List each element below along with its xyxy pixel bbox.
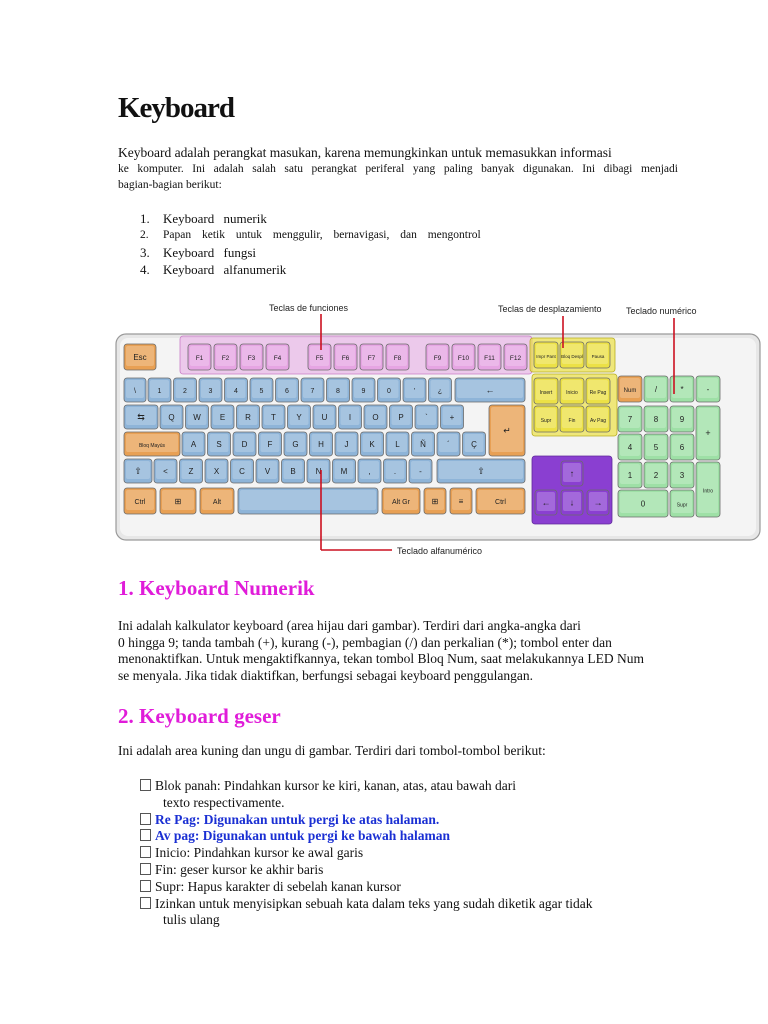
list-text-continued: tulis ulang — [163, 912, 220, 928]
key-label: - — [706, 385, 710, 394]
key-label: Alt Gr — [392, 499, 410, 506]
key-label: R — [245, 413, 251, 422]
key-label: 2 — [183, 388, 187, 395]
label-teclas-desplazamiento: Teclas de desplazamiento — [498, 304, 602, 314]
key-label: G — [292, 440, 299, 449]
key-label: Ctrl — [134, 499, 146, 506]
key-label: E — [219, 413, 226, 422]
key-label: ≡ — [458, 497, 464, 506]
key-label: ¿ — [437, 388, 443, 395]
key-label: C — [239, 467, 245, 476]
list-text: Supr: Hapus karakter di sebelah kanan kursor — [155, 878, 401, 894]
page-title: Keyboard — [118, 92, 235, 124]
key-label: F5 — [315, 355, 324, 362]
checkbox-bullet-icon — [140, 829, 151, 841]
key-label: Insert — [539, 390, 553, 396]
key-label: 3 — [208, 388, 213, 395]
key-label: 1 — [627, 471, 633, 480]
key-highlight — [240, 490, 376, 510]
section2-intro: Ini adalah area kuning dan ungu di gambar. Terdiri dari tombol-tombol berikut: — [118, 743, 546, 758]
list-text: Re Pag: Digunakan untuk pergi ke atas halaman. — [155, 811, 440, 827]
key-label: + — [705, 428, 711, 438]
keyboard-diagram — [112, 298, 764, 560]
key-label: F7 — [367, 355, 376, 362]
paragraph-line: Ini adalah kalkulator keyboard (area hijau dari gambar). Terdiri dari angka-angka dari — [118, 618, 581, 633]
key-label: F — [267, 440, 273, 449]
list-item — [140, 845, 593, 862]
key-label: N — [315, 467, 322, 476]
key-label: Ñ — [420, 440, 426, 449]
key-label: Intro — [702, 488, 714, 495]
list-item — [118, 227, 481, 244]
key-label: 6 — [285, 388, 289, 395]
key-label: 8 — [336, 388, 340, 395]
key-label: 4 — [627, 443, 633, 452]
key-label: H — [318, 440, 324, 449]
key-label: ⊞ — [174, 497, 182, 506]
key-label: ' — [413, 388, 416, 395]
key-label: / — [654, 385, 658, 394]
key-label: ´ — [447, 440, 450, 449]
key-label: F11 — [484, 355, 495, 362]
key-label: 7 — [310, 388, 315, 395]
list-item — [140, 862, 593, 879]
list-item — [140, 879, 593, 896]
intro-paragraph — [118, 145, 678, 193]
key-label: U — [321, 413, 328, 422]
key-label: 5 — [653, 443, 659, 452]
key-label: Bloq Mayús — [138, 443, 166, 449]
key-label: ↵ — [503, 425, 511, 436]
key-label: O — [372, 413, 379, 422]
key-label: P — [398, 413, 404, 422]
list-label: Keyboard fungsi — [163, 245, 257, 260]
key-label: Ç — [471, 440, 477, 449]
checkbox-bullet-icon — [140, 863, 151, 875]
key-label: A — [190, 440, 197, 449]
key-label: Fin — [568, 418, 576, 424]
key-label: F6 — [341, 355, 350, 362]
keyboard-parts-list — [118, 210, 481, 278]
key-label: X — [213, 467, 220, 476]
key-label: Impr Pant — [536, 354, 556, 359]
key-label: 6 — [679, 443, 685, 452]
key-label: Pausa — [591, 354, 605, 359]
checkbox-bullet-icon — [140, 880, 151, 892]
section-heading-numerik: 1. Keyboard Numerik — [118, 576, 315, 600]
section1-paragraph — [118, 618, 718, 684]
key-label: 2 — [653, 471, 659, 480]
list-number: 2. — [140, 229, 149, 241]
list-text: Fin: geser kursor ke akhir baris — [155, 861, 324, 877]
key-label: Ctrl — [495, 499, 506, 506]
key-label: Bloq Despl — [561, 354, 583, 359]
key-label: , — [368, 467, 371, 476]
key-label: ← — [485, 385, 495, 395]
key-label: ← — [541, 497, 551, 508]
key-label: M — [340, 467, 348, 476]
list-label: Papan ketik untuk menggulir, bernavigasi, dan mengontrol — [163, 229, 481, 241]
list-number: 3. — [140, 245, 150, 260]
key-label: L — [395, 440, 400, 449]
key-label: 7 — [627, 415, 633, 424]
key-label: ` — [425, 413, 428, 422]
key-label: 1 — [157, 388, 162, 395]
list-text: Inicio: Pindahkan kursor ke awal garis — [155, 845, 364, 861]
paragraph-line: menonaktifkan. Untuk mengaktifkannya, tekan tombol Bloq Num, saat melakukannya LED Num — [118, 651, 645, 666]
key-label: - — [419, 467, 422, 476]
key-label: F1 — [195, 355, 204, 362]
key-label: F3 — [247, 355, 256, 362]
list-item — [118, 261, 481, 278]
list-item — [140, 896, 593, 930]
key-label: W — [193, 413, 201, 422]
key-label: K — [369, 440, 375, 449]
list-item — [118, 244, 481, 261]
list-text: Izinkan untuk menyisipkan sebuah kata dalam teks yang sudah diketik agar tidak — [155, 895, 593, 911]
key-label: S — [216, 440, 222, 449]
paragraph-line: 0 hingga 9; tanda tambah (+), kurang (-), pembagian (/) dan perkalian (*); tombol enter dan — [118, 634, 612, 650]
list-text: Blok panah: Pindahkan kursor ke kiri, kanan, atas, atau bawah dari — [155, 778, 517, 793]
list-item — [140, 828, 593, 845]
key-label: Num — [623, 388, 637, 394]
checkbox-bullet-icon — [140, 779, 151, 791]
key-label: D — [241, 440, 248, 449]
key-label: F10 — [457, 355, 470, 362]
navigation-keys-list — [140, 778, 593, 929]
key-label: F12 — [509, 355, 522, 362]
keyboard-figure — [112, 298, 764, 560]
key-label: Supr — [676, 502, 688, 509]
key-label: 8 — [653, 415, 659, 424]
key-label: F2 — [221, 355, 230, 362]
key-label: F9 — [433, 355, 442, 362]
intro-line: Keyboard adalah perangkat masukan, karena memungkinkan untuk memasukkan informasi — [118, 145, 612, 160]
list-item — [140, 778, 593, 812]
key-label: V — [264, 467, 271, 476]
list-number: 1. — [140, 211, 150, 226]
key-label: → — [593, 497, 603, 508]
key-label: Q — [168, 413, 175, 422]
paragraph-line: se menyala. Jika tidak diaktifkan, berfungsi sebagai keyboard penggulangan. — [118, 667, 533, 683]
key-label: ⇆ — [137, 412, 145, 422]
key-label: 9 — [361, 388, 366, 395]
key-label: Y — [296, 413, 302, 422]
key-label: 3 — [679, 471, 685, 480]
label-teclas-funciones: Teclas de funciones — [269, 303, 349, 313]
intro-line: bagian-bagian berikut: — [118, 179, 222, 191]
label-teclado-numerico: Teclado numérico — [626, 306, 697, 316]
key-label: 5 — [259, 388, 264, 395]
list-item — [140, 812, 593, 829]
list-label: Keyboard numerik — [163, 211, 267, 226]
key-label: 4 — [234, 388, 238, 395]
list-text: Av pag: Digunakan untuk pergi ke bawah halaman — [155, 828, 450, 844]
key-label: Re Pag — [589, 390, 607, 396]
key-label: Supr — [540, 418, 552, 424]
key-label: Z — [188, 467, 194, 476]
label-teclado-alfanumerico: Teclado alfanumérico — [397, 546, 483, 556]
checkbox-bullet-icon — [140, 897, 151, 909]
list-number: 4. — [140, 262, 150, 277]
key-label: T — [271, 413, 276, 422]
key-label: Inicio — [566, 390, 578, 396]
key-label: < — [163, 467, 168, 476]
key-label: Esc — [133, 353, 147, 362]
key-label: F4 — [273, 355, 282, 362]
key-label: 0 — [387, 388, 391, 395]
checkbox-bullet-icon — [140, 846, 151, 858]
key-label: J — [344, 440, 349, 449]
key-label: ⇧ — [477, 466, 485, 476]
intro-line: ke komputer. Ini adalah salah satu perangkat periferal yang paling banyak digunakan. Ini dibagi menjadi — [118, 163, 678, 175]
key-label: Av Pag — [589, 418, 607, 424]
list-item — [118, 210, 481, 227]
key-label: ⊞ — [431, 497, 439, 506]
key-label: \ — [134, 388, 136, 395]
key-label: 9 — [679, 415, 685, 424]
key-label: . — [393, 467, 397, 476]
key-label: ↑ — [569, 468, 575, 479]
key-label: + — [449, 413, 455, 422]
checkbox-bullet-icon — [140, 813, 151, 825]
section-heading-geser: 2. Keyboard geser — [118, 704, 281, 728]
list-text-continued: texto respectivamente. — [163, 794, 285, 810]
key-label: ⇧ — [134, 466, 142, 476]
key-label: ↓ — [569, 497, 575, 508]
key-label: 0 — [640, 499, 646, 509]
key-label: I — [348, 413, 352, 422]
key-label: B — [290, 467, 296, 476]
list-label: Keyboard alfanumerik — [163, 262, 287, 277]
key-label: F8 — [393, 355, 402, 362]
key-label: Alt — [212, 499, 222, 506]
key-label: * — [680, 385, 684, 394]
